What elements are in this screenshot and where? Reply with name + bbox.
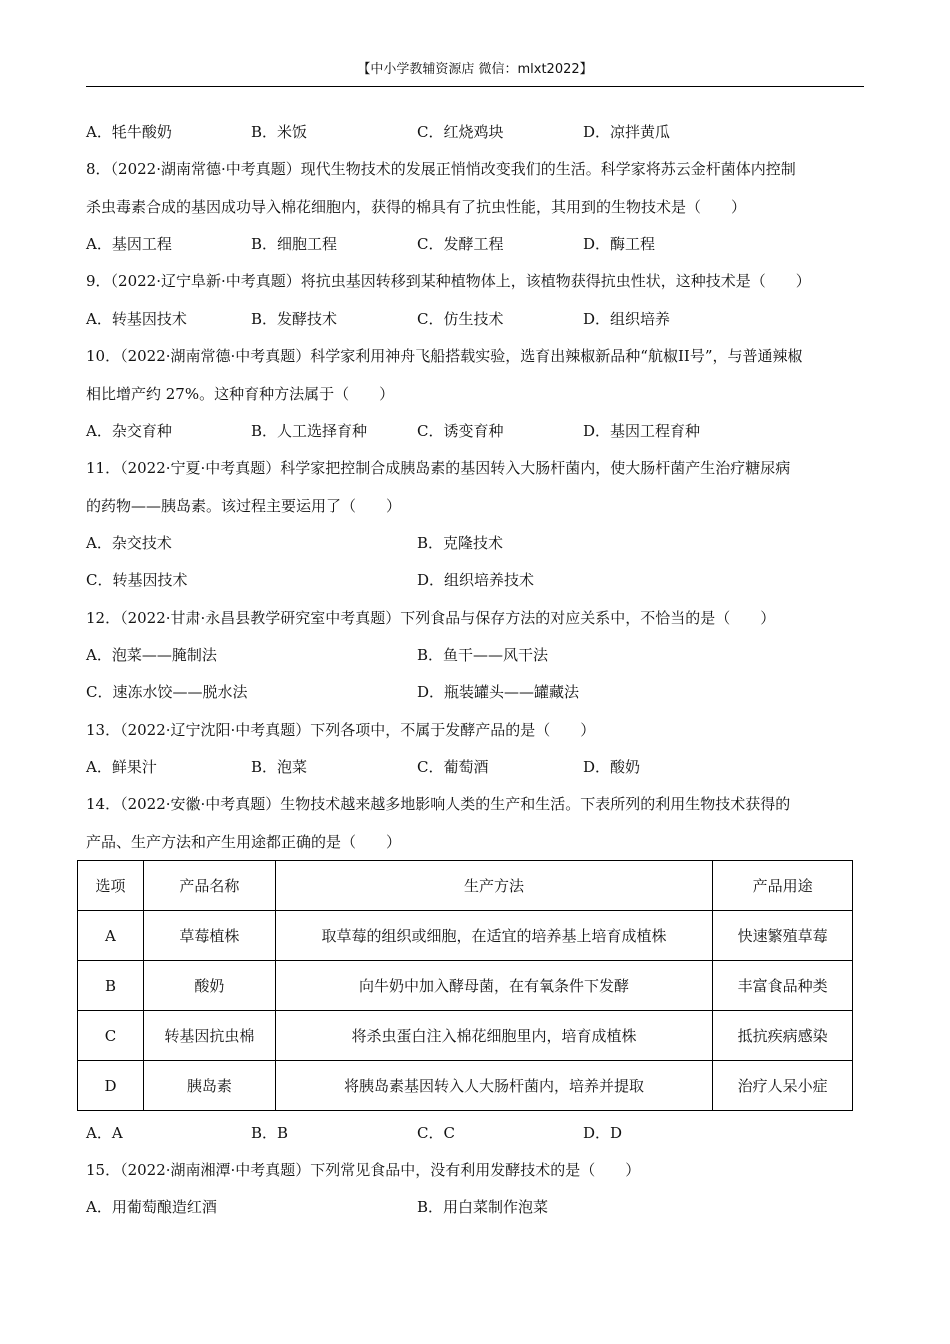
- q14-table: [77, 860, 853, 1111]
- table-cell: 丰富食品种类: [713, 961, 853, 1011]
- q8-option-a: A．基因工程: [86, 235, 172, 253]
- q7-option-d: D．凉拌黄瓜: [583, 123, 671, 141]
- q10-option-a: A．杂交育种: [86, 422, 172, 440]
- table-row: [78, 1011, 853, 1061]
- table-cell: 胰岛素: [143, 1061, 275, 1111]
- q10-option-d: D．基因工程育种: [583, 422, 701, 440]
- table-cell: 向牛奶中加入酵母菌，在有氧条件下发酵: [275, 961, 712, 1011]
- page-header: 【中小学教辅资源店 微信：mlxt2022】: [357, 62, 593, 77]
- q14-option-a: A．A: [86, 1124, 123, 1142]
- q8-stem-line-2: 杀虫毒素合成的基因成功导入棉花细胞内，获得的棉具有了抗虫性能，其用到的生物技术是（ ）: [86, 198, 747, 216]
- q12-stem-line-1: 12．（2022·甘肃·永昌县教学研究室中考真题）下列食品与保存方法的对应关系中，不恰当的是（ ）: [86, 609, 776, 627]
- table-header-row: [78, 861, 853, 911]
- q7-option-c: C．红烧鸡块: [417, 123, 504, 141]
- q11-option-c: C．转基因技术: [86, 571, 188, 589]
- q12-option-b: B．鱼干——风干法: [417, 646, 549, 664]
- q15-option-b: B．用白菜制作泡菜: [417, 1198, 549, 1216]
- q7-option-b: B．米饭: [251, 123, 308, 141]
- table-header-cell: 选项: [78, 861, 144, 911]
- table-cell: 转基因抗虫棉: [143, 1011, 275, 1061]
- table-cell: 取草莓的组织或细胞，在适宜的培养基上培育成植株: [275, 911, 712, 961]
- q13-option-d: D．酸奶: [583, 758, 641, 776]
- table-row: [78, 1061, 853, 1111]
- q14-option-c: C．C: [417, 1124, 455, 1142]
- table-cell: D: [78, 1061, 144, 1111]
- q14-stem-line-2: 产品、生产方法和产生用途都正确的是（ ）: [86, 833, 402, 851]
- q13-stem-line-1: 13．（2022·辽宁沈阳·中考真题）下列各项中，不属于发酵产品的是（ ）: [86, 721, 596, 739]
- q8-option-b: B．细胞工程: [251, 235, 338, 253]
- table-cell: C: [78, 1011, 144, 1061]
- q9-stem-line-1: 9．（2022·辽宁阜新·中考真题）将抗虫基因转移到某种植物体上，该植物获得抗虫性状，这种技术是（ ）: [86, 272, 811, 290]
- q9-option-a: A．转基因技术: [86, 310, 187, 328]
- table-cell: 快速繁殖草莓: [713, 911, 853, 961]
- table-cell: 将杀虫蛋白注入棉花细胞里内，培育成植株: [275, 1011, 712, 1061]
- table-row: [78, 961, 853, 1011]
- q10-stem-line-2: 相比增产约 27%。这种育种方法属于（ ）: [86, 385, 395, 403]
- q9-option-d: D．组织培养: [583, 310, 671, 328]
- q9-option-b: B．发酵技术: [251, 310, 338, 328]
- q8-option-d: D．酶工程: [583, 235, 656, 253]
- header-divider: [86, 86, 864, 87]
- q7-option-a: A．牦牛酸奶: [86, 123, 172, 141]
- q11-option-b: B．克隆技术: [417, 534, 504, 552]
- table-header-cell: 产品用途: [713, 861, 853, 911]
- q10-stem-line-1: 10．（2022·湖南常德·中考真题）科学家利用神舟飞船搭载实验，选育出辣椒新品种“航椒II号”，与普通辣椒: [86, 347, 803, 365]
- q12-option-c: C．速冻水饺——脱水法: [86, 683, 248, 701]
- table-row: [78, 911, 853, 961]
- q12-option-a: A．泡菜——腌制法: [86, 646, 217, 664]
- table-cell: 将胰岛素基因转入人大肠杆菌内，培养并提取: [275, 1061, 712, 1111]
- table-cell: B: [78, 961, 144, 1011]
- q9-option-c: C．仿生技术: [417, 310, 504, 328]
- q14-stem-line-1: 14．（2022·安徽·中考真题）生物技术越来越多地影响人类的生产和生活。下表所列的利用生物技术获得的: [86, 795, 791, 813]
- q15-option-a: A．用葡萄酿造红酒: [86, 1198, 217, 1216]
- q15-stem-line-1: 15．（2022·湖南湘潭·中考真题）下列常见食品中，没有利用发酵技术的是（ ）: [86, 1161, 641, 1179]
- q8-option-c: C．发酵工程: [417, 235, 504, 253]
- q11-stem-line-1: 11．（2022·宁夏·中考真题）科学家把控制合成胰岛素的基因转入大肠杆菌内，使大肠杆菌产生治疗糖尿病: [86, 459, 791, 477]
- q11-stem-line-2: 的药物——胰岛素。该过程主要运用了（ ）: [86, 497, 402, 515]
- table-header-cell: 生产方法: [275, 861, 712, 911]
- table-cell: A: [78, 911, 144, 961]
- q11-option-a: A．杂交技术: [86, 534, 172, 552]
- table-cell: 草莓植株: [143, 911, 275, 961]
- q8-stem-line-1: 8．（2022·湖南常德·中考真题）现代生物技术的发展正悄悄改变我们的生活。科学家将苏云金杆菌体内控制: [86, 160, 796, 178]
- q13-option-c: C．葡萄酒: [417, 758, 489, 776]
- q14-option-b: B．B: [251, 1124, 289, 1142]
- q13-option-a: A．鲜果汁: [86, 758, 157, 776]
- q11-option-d: D．组织培养技术: [417, 571, 535, 589]
- table-cell: 治疗人呆小症: [713, 1061, 853, 1111]
- table-cell: 酸奶: [143, 961, 275, 1011]
- q10-option-b: B．人工选择育种: [251, 422, 368, 440]
- q14-option-d: D．D: [583, 1124, 623, 1142]
- q13-option-b: B．泡菜: [251, 758, 308, 776]
- q12-option-d: D．瓶装罐头——罐藏法: [417, 683, 580, 701]
- q10-option-c: C．诱变育种: [417, 422, 504, 440]
- table-header-cell: 产品名称: [143, 861, 275, 911]
- table-cell: 抵抗疾病感染: [713, 1011, 853, 1061]
